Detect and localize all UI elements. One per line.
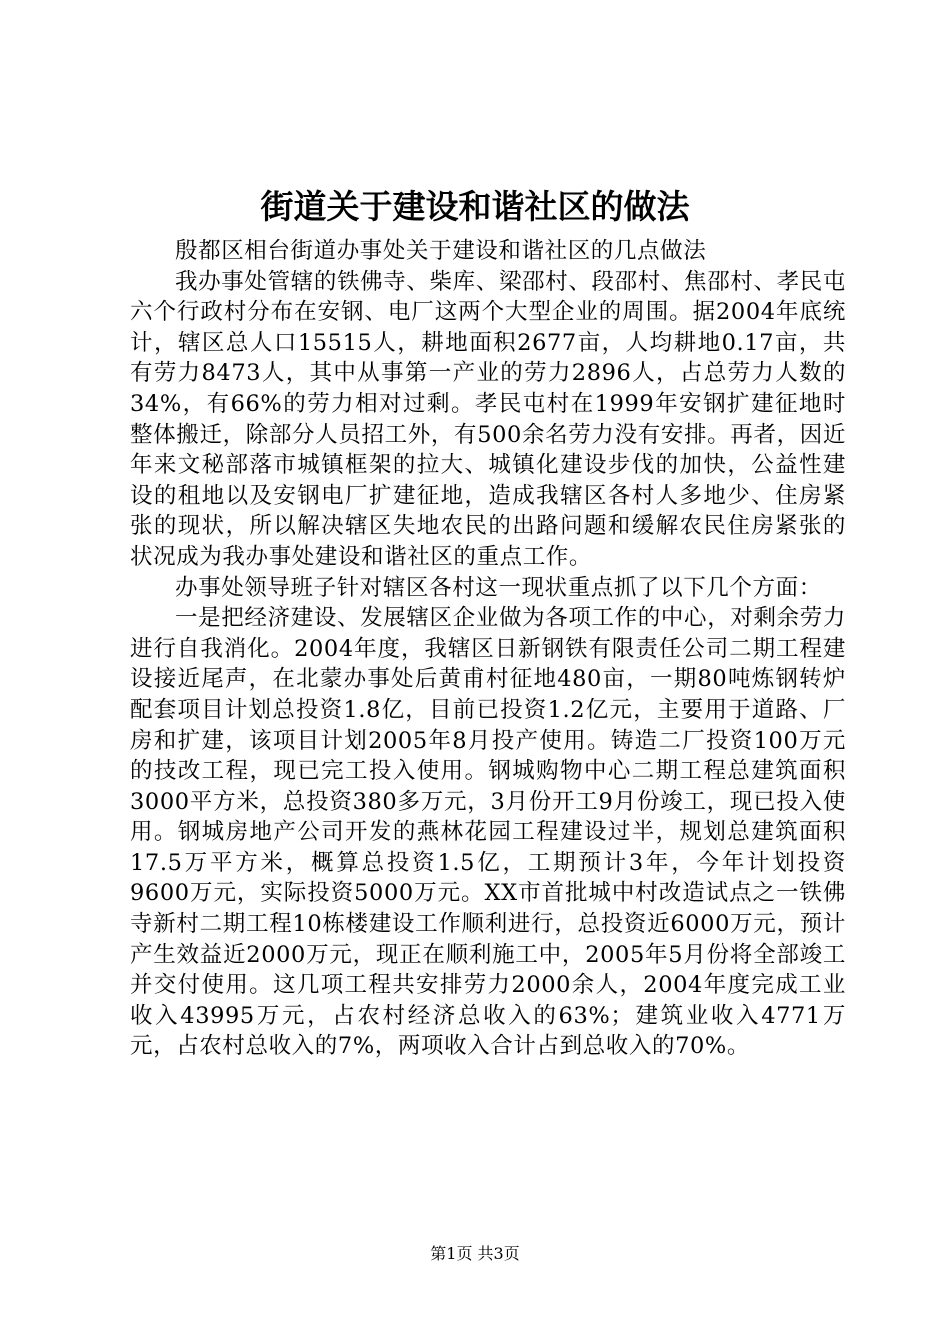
body-paragraph: 办事处领导班子针对辖区各村这一现状重点抓了以下几个方面： (175, 574, 822, 601)
document-body (130, 236, 846, 1062)
body-paragraph: 一是把经济建设、发展辖区企业做为各项工作的中心，对剩余劳力进行自我消化。2004年度，我辖区日新钢铁有限责任公司二期工程建设接近尾声，在北蒙办事处后黄甫村征地480亩，一期80吨炼钢转炉配套项目计划总投资1.8亿，目前已投资1.2亿元，主要用于道路、厂房和扩建，该项目计划2005年8月投产使用。铸造二厂投资100万元的技改工程，现已完工投入使用。钢城购物中心二期工程总建筑面积3000平方米，总投资380多万元，3月份开工9月份竣工，现已投入使用。钢城房地产公司开发的燕林花园工程建设过半，规划总建筑面积17.5万平方米，概算总投资1.5亿，工期预计3年，今年计划投资9600万元，实际投资5000万元。XX市首批城中村改造试点之一铁佛寺新村二期工程10栋楼建设工作顺利进行，总投资近6000万元，预计产生效益近2000万元，现正在顺利施工中，2005年5月份将全部竣工并交付使用。这几项工程共安排劳力2000余人，2004年度完成工业收入43995万元，占农村经济总收入的63%；建筑业收入4771万元，占农村总收入的7%，两项收入合计占到总收入的70%。 (130, 605, 846, 1060)
page-footer: 第1页 共3页 (430, 1244, 520, 1263)
document-title: 街道关于建设和谐社区的做法 (260, 187, 690, 226)
subtitle-paragraph: 殷都区相台街道办事处关于建设和谐社区的几点做法 (175, 238, 707, 264)
body-paragraph: 我办事处管辖的铁佛寺、柴库、梁邵村、段邵村、焦邵村、孝民屯六个行政村分布在安钢、电厂这两个大型企业的周围。据2004年底统计，辖区总人口15515人，耕地面积2677亩，人均耕地0.17亩，共有劳力8473人，其中从事第一产业的劳力2896人，占总劳力人数的34%，有66%的劳力相对过剩。孝民屯村在1999年安钢扩建征地时整体搬迁，除部分人员招工外，有500余名劳力没有安排。再者，因近年来文秘部落市城镇框架的拉大、城镇化建设步伐的加快，公益性建设的租地以及安钢电厂扩建征地，造成我辖区各村人多地少、住房紧张的现状，所以解决辖区失地农民的出路问题和缓解农民住房紧张的状况成为我办事处建设和谐社区的重点工作。 (130, 268, 846, 570)
